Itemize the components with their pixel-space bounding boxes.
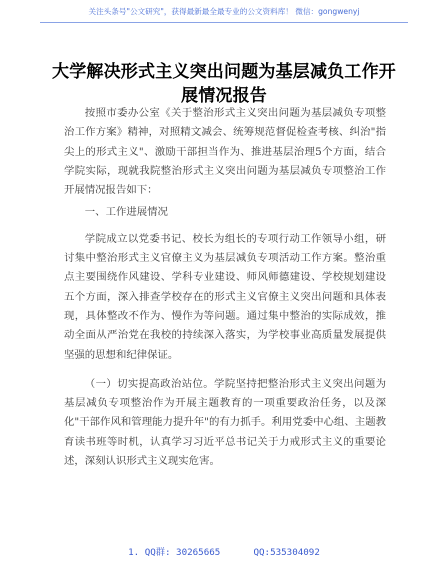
document-body [64, 104, 386, 474]
intro-paragraph: 按照市委办公室《关于整治形式主义突出问题为基层减负专项整治工作方案》精神，对照精文减会、统筹规范督促检查考核、纠治"指尖上的形式主义"、激励干部担当作为、推进基层治理5个方面，结合学院实际，现就我院整治形式主义突出问题为基层减负专项整治工作开展情况报告如下： [64, 107, 386, 197]
document-title: 大学解决形式主义突出问题为基层减负工作开展情况报告 [52, 62, 396, 106]
top-banner: 关注头条号"公文研究"，获得最新最全最专业的公文资料库！ 微信：gongwenyj [88, 7, 360, 16]
banner-divider [40, 22, 408, 23]
section-heading: 一、工作进展情况 [84, 206, 168, 219]
section-paragraph: 学院成立以党委书记、校长为组长的专项行动工作领导小组，研讨集中整治形式主义官僚主义为基层减负专项活动工作方案。整治重点主要围绕作风建设、学科专业建设、师风师德建设、学校规划建设五个方面，深入排查学校存在的形式主义官僚主义突出问题和具体表现，具体整改不作为、慢作为等问题。通过集中整治的实际成效，推动全面从严治党在我校的持续深入落实，为学校事业高质量发展提供坚强的思想和纪律保证。 [64, 232, 386, 361]
subsection-paragraph: （一）切实提高政治站位。学院坚持把整治形式主义突出问题为基层减负专项整治作为开展主题教育的一项重要政治任务，以及深化"干部作风和管理能力提升年"的有力抓手。利用党委中心组、主题教育读书班等时机，认真学习习近平总书记关于力戒形式主义的重要论述，深刻认识形式主义现实危害。 [64, 377, 386, 468]
footer-contact: 1. QQ群: 30265665 QQ:535304092 [128, 547, 320, 558]
